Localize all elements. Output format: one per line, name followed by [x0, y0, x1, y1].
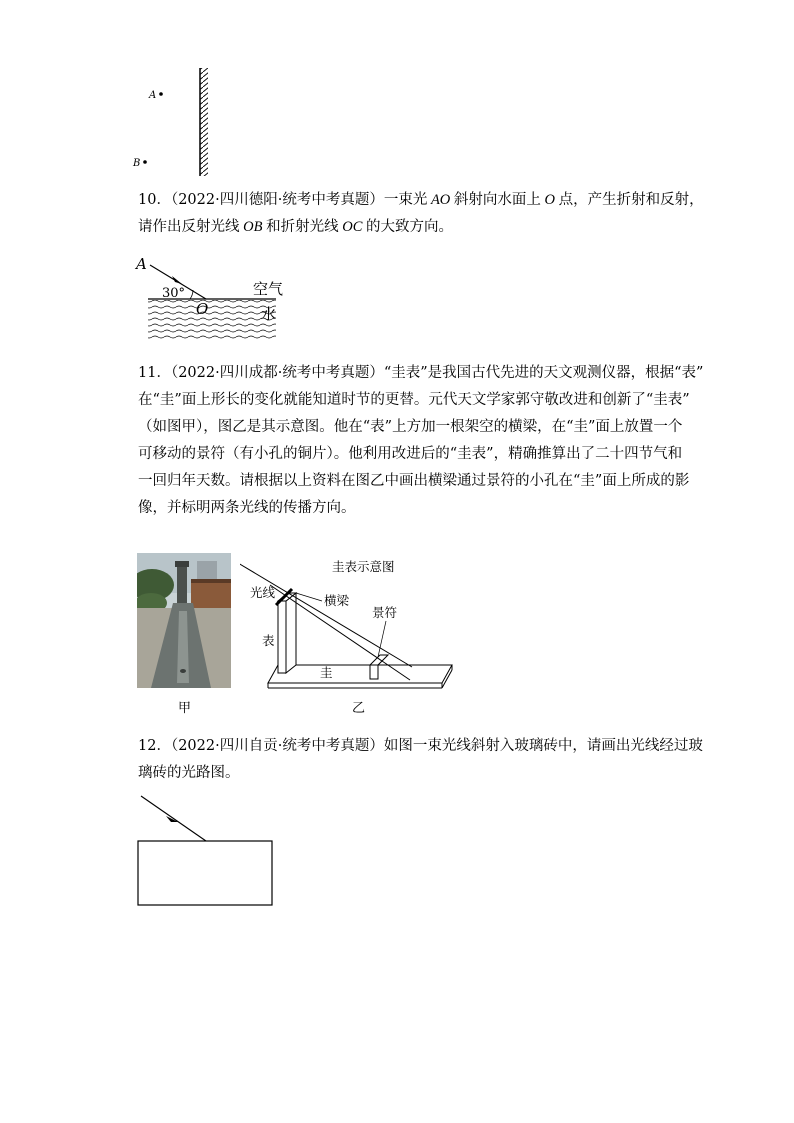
mirror-hatching: [200, 68, 208, 176]
question-11-line-5: 一回归年天数。请根据以上资料在图乙中画出横梁通过景符的小孔在“圭”面上所成的影: [138, 473, 690, 489]
point-b: [143, 160, 147, 164]
label-a: A: [136, 255, 147, 273]
mirror-figure: [125, 62, 225, 182]
gui-base: [268, 665, 452, 683]
text-segment: 的大致方向。: [366, 219, 453, 235]
water-region: [148, 300, 276, 340]
caption-left: 甲: [178, 701, 192, 716]
variable-label: OC: [338, 219, 366, 235]
label-water: 水: [261, 305, 277, 323]
variable-label: OB: [239, 219, 267, 235]
diagram-title: 圭表示意图: [332, 559, 395, 574]
label-biao: 表: [262, 633, 275, 648]
text-segment: 和折射光线: [266, 219, 339, 235]
guibiao-photo: [137, 553, 231, 688]
incident-arrowhead: [172, 276, 182, 284]
text-segment: 请作出反射光线: [138, 219, 240, 235]
angle-arc: [190, 290, 193, 299]
guibiao-diagram: [240, 555, 460, 695]
point-a: [159, 92, 163, 96]
question-11: [138, 360, 704, 522]
variable-label: O: [540, 192, 559, 208]
text-segment: 10．（2022·四川德阳·统考中考真题）一束光: [138, 192, 428, 208]
variable-label: AO: [427, 192, 454, 208]
question-12: [138, 733, 703, 787]
caption-right: 乙: [352, 701, 366, 716]
point-a-label: A: [149, 90, 157, 101]
label-air: 空气: [253, 280, 284, 298]
label-jingfu: 景符: [372, 605, 398, 620]
incident-light-ray: [141, 796, 206, 841]
question-10: [138, 187, 704, 241]
question-11-line-4: 可移动的景符（有小孔的铜片）。他利用改进后的“圭表”，精确推算出了二十四节气和: [138, 446, 683, 462]
refraction-figure: [128, 250, 298, 345]
angle-label: 30°: [162, 286, 186, 301]
label-light: 光线: [250, 585, 276, 600]
question-11-line-6: 像，并标明两条光线的传播方向。: [138, 500, 356, 516]
question-10-text: [138, 187, 704, 241]
question-12-line-2: 璃砖的光路图。: [138, 765, 240, 781]
glass-brick-figure: [130, 790, 280, 910]
question-11-line-1: 11．（2022·四川成都·统考中考真题）“圭表”是我国古代先进的天文观测仪器，根据“表”: [138, 365, 704, 381]
question-12-line-1: 12．（2022·四川自贡·统考中考真题）如图一束光线斜射入玻璃砖中，请画出光线经过玻: [138, 738, 703, 754]
question-10-line-1: [138, 187, 704, 214]
question-11-line-3: （如图甲），图乙是其示意图。他在“表”上方加一根架空的横梁，在“圭”面上放置一个: [138, 419, 683, 435]
question-10-line-2: [138, 214, 678, 241]
text-segment: 斜射向水面上: [453, 192, 541, 208]
label-o: O: [196, 300, 209, 318]
text-segment: 点，产生折射和反射，: [558, 192, 704, 208]
point-b-label: B: [133, 158, 141, 169]
label-beam: 横梁: [324, 593, 350, 608]
question-11-line-2: 在“圭”面上形长的变化就能知道时节的更替。元代天文学家郭守敬改进和创新了“圭表”: [138, 392, 690, 408]
biao-post: [278, 601, 286, 673]
label-gui: 圭: [320, 665, 333, 680]
glass-brick: [138, 841, 272, 905]
